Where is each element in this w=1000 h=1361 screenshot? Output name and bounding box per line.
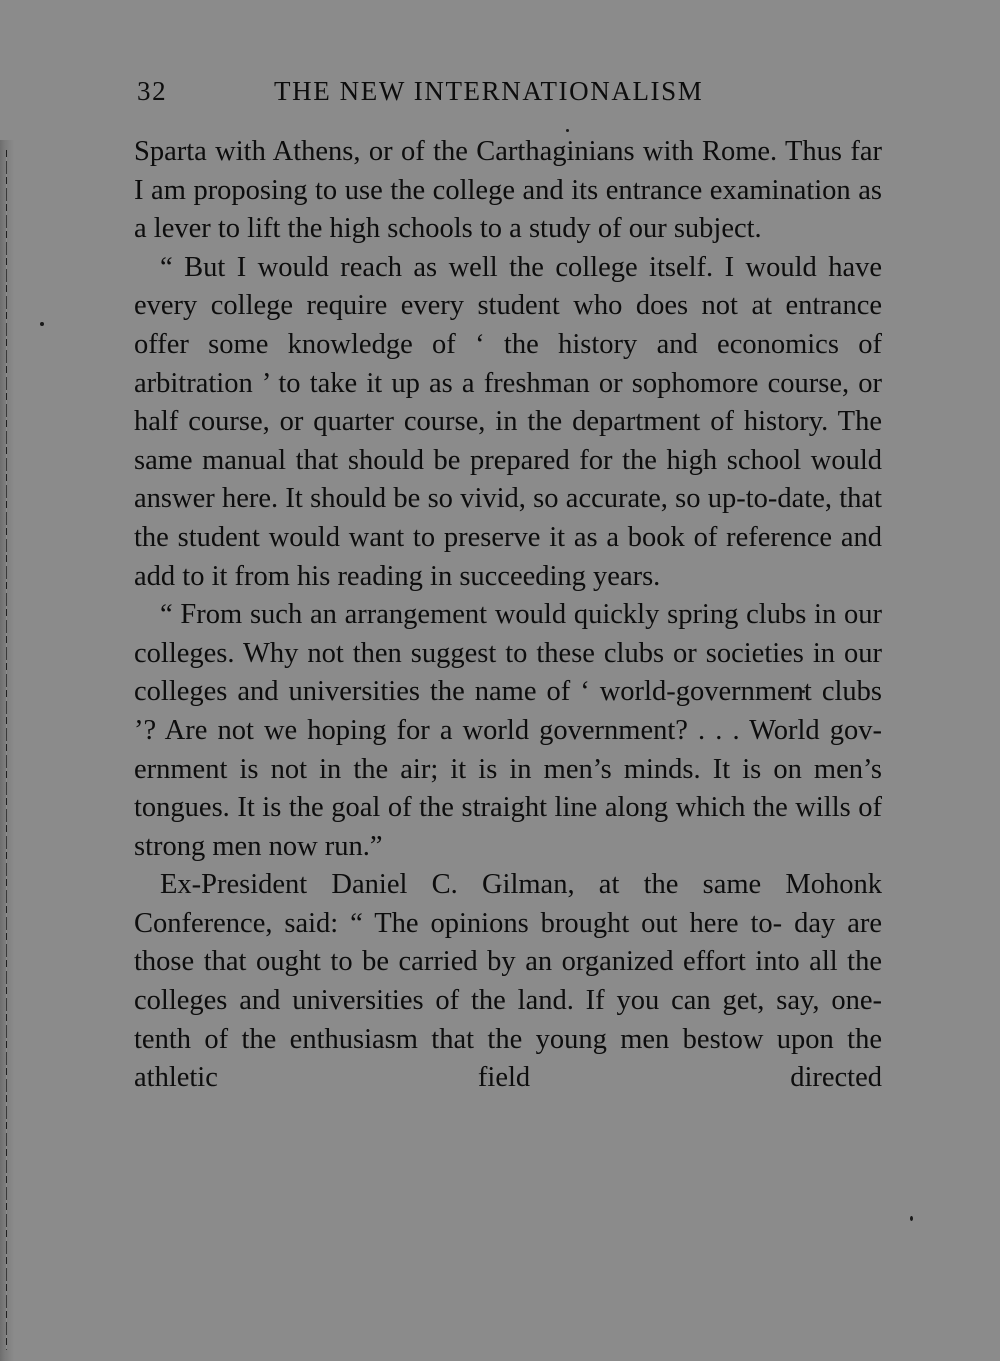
paragraph: “ But I would reach as well the college itself. I would have every college require every student who does not at entrance offer some knowledge of ‘ the history and economics of arbitration ’ to take it up as a freshman or sophomore course, or half course, or quarter course, in the department of history. The same manual that should be prepared for the high school would answer here. It should be so vivid, so accurate, so up-to-date, that the student would want to preserve it as a book of reference and add to it from his reading in succeeding years. bbox=[134, 251, 882, 592]
paragraph: Ex-President Daniel C. Gilman, at the same Mohonk Conference, said: “ The opinions brought out here to- day are those that ought to be carried by an organized effort into all the colleges and universities of the land. If you can get, say, one-tenth of the enthusiasm that the young men bestow upon the athletic field directed bbox=[134, 869, 882, 1094]
ink-speck bbox=[566, 129, 569, 132]
binding-edge-shadow bbox=[0, 140, 14, 1361]
paragraph: “ From such an arrangement would quickly spring clubs in our colleges. Why not then suggest to these clubs or societies in our colleges and universities the name of ‘ world-government clubs ’? Are not we hoping for a world government? . . . World gov- ernment is not in the air; it is in men’s minds. It is on men’s tongues. It is the goal of the straight line along which the wills of strong men now run.” bbox=[134, 599, 882, 862]
paragraph: Sparta with Athens, or of the Carthaginians with Rome. Thus far I am proposing to use the college and its entrance examination as a lever to lift the high schools to a study of our subject. bbox=[134, 136, 882, 245]
ink-speck bbox=[910, 1216, 913, 1221]
binding-stitch-line bbox=[6, 150, 7, 1350]
running-title: THE NEW INTERNATIONALISM bbox=[274, 76, 704, 106]
page-header bbox=[137, 76, 882, 112]
ink-speck bbox=[40, 322, 44, 326]
page-number: 32 bbox=[137, 76, 168, 106]
page-body-text bbox=[134, 133, 882, 1098]
